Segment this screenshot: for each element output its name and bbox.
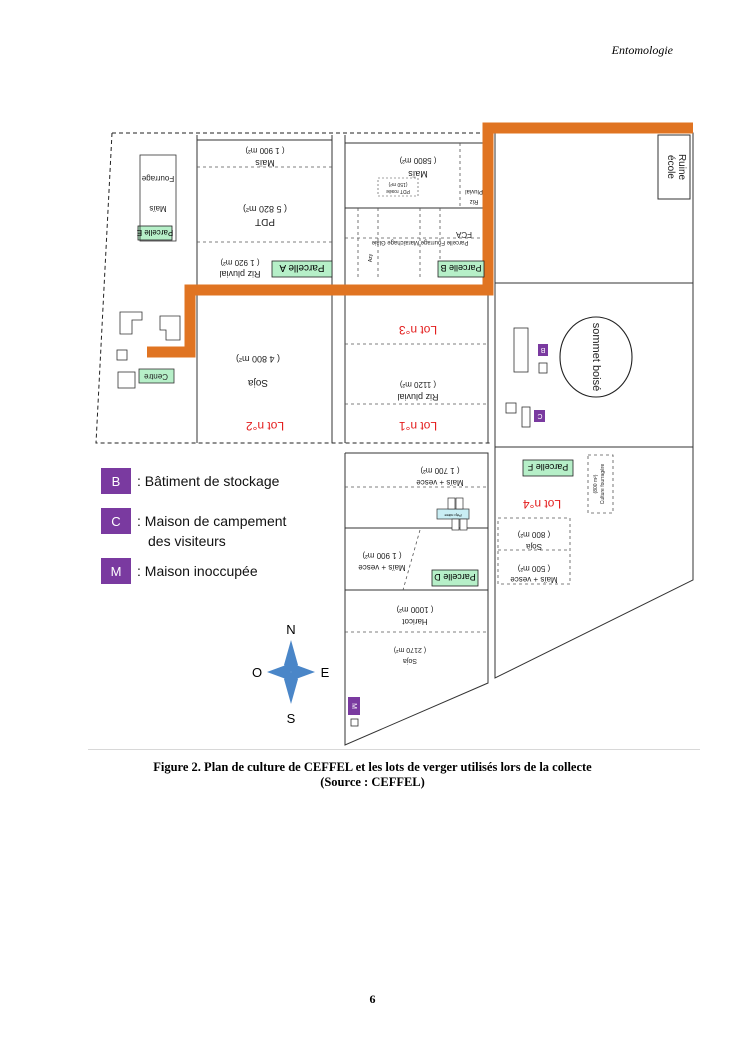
svg-text:Maïs: Maïs [255, 158, 275, 168]
svg-text:Maïs: Maïs [408, 169, 428, 179]
svg-text:( 5800 m²): ( 5800 m²) [399, 156, 437, 165]
svg-text:( 1 900 m²): ( 1 900 m²) [245, 146, 285, 155]
building-b-letter: B [540, 346, 546, 354]
legend [101, 468, 287, 584]
svg-text:Soja: Soja [402, 657, 418, 664]
centre-label: Centre [143, 371, 169, 381]
building-m [348, 697, 360, 726]
svg-text:( 500 m²): ( 500 m²) [517, 564, 551, 573]
svg-text:Culture fourragère: Culture fourragère [600, 463, 606, 505]
legend-b-letter: B [111, 474, 121, 489]
building-m-letter: M [350, 703, 358, 709]
building-c-letter: C [537, 412, 543, 420]
figure-caption: Figure 2. Plan de culture de CEFFEL et les lots de verger utilisés lors de la collecte [153, 760, 592, 774]
svg-text:(800 m²): (800 m²) [593, 474, 599, 494]
compass-s: S [286, 711, 296, 726]
svg-text:PDT rosée: PDT rosée [386, 188, 410, 194]
lot-1-label: Lot n°1 [398, 419, 438, 433]
lot-2-label: Lot n°2 [245, 419, 285, 433]
svg-text:Pluvial: Pluvial [465, 188, 483, 194]
svg-text:Riz pluvial: Riz pluvial [397, 392, 439, 402]
legend-m-text: : Maison inoccupée [137, 563, 258, 579]
parcelle-b-label: Parcelle B [440, 263, 482, 273]
svg-text:( 1000 m²): ( 1000 m²) [396, 605, 434, 614]
svg-text:( 1 920 m²): ( 1 920 m²) [220, 258, 260, 267]
compass-rose [252, 622, 330, 726]
legend-c-text-2: des visiteurs [148, 533, 226, 549]
svg-text:Pép nière: Pép nière [444, 513, 462, 518]
svg-text:( 1 900 m²): ( 1 900 m²) [362, 551, 402, 560]
svg-text:( 4 800 m²): ( 4 800 m²) [235, 354, 281, 364]
lot-3-label: Lot n°3 [398, 323, 438, 337]
pepiniere [437, 498, 469, 530]
parcelle-e-label: Parcelle E [136, 228, 174, 237]
svg-text:Riz: Riz [469, 198, 479, 204]
svg-text:Haricot: Haricot [402, 617, 428, 626]
svg-text:Maïs + vesce: Maïs + vesce [510, 575, 558, 584]
lot-4-label: Lot n°4 [522, 497, 562, 511]
svg-text:( 1 700 m²): ( 1 700 m²) [420, 466, 460, 475]
sommet-boise-label: sommet boisé [590, 322, 603, 392]
right-buildings [506, 317, 632, 427]
legend-c-letter: C [111, 514, 121, 529]
page-number: 6 [369, 992, 376, 1006]
svg-text:Ruine: Ruine [676, 153, 687, 181]
svg-text:FCA: FCA [456, 230, 472, 239]
legend-c-text: : Maison de campement [137, 513, 287, 529]
svg-text:( 1120 m²): ( 1120 m²) [399, 380, 437, 389]
legend-b-text: : Bâtiment de stockage [137, 473, 280, 489]
svg-text:Maïs + vesce: Maïs + vesce [416, 478, 464, 487]
svg-text:Riz pluvial: Riz pluvial [219, 269, 261, 279]
figure-source: (Source : CEFFEL) [320, 775, 425, 789]
compass-e: E [320, 665, 330, 680]
svg-text:Maïs + vesce: Maïs + vesce [358, 563, 406, 572]
svg-text:Fourrage: Fourrage [141, 174, 175, 183]
caption-separator [88, 749, 700, 750]
parcelle-a-label: Parcelle A [279, 262, 325, 273]
compass-n: N [286, 622, 296, 637]
legend-m-letter: M [110, 564, 122, 579]
parcelle-f-label: Parcelle F [527, 462, 569, 472]
svg-text:( 2170 m²): ( 2170 m²) [393, 646, 427, 653]
svg-text:Maïs: Maïs [149, 204, 167, 213]
svg-text:( 800 m²): ( 800 m²) [517, 530, 551, 539]
svg-text:PDT: PDT [255, 216, 275, 227]
parcelle-d-label: Parcelle D [434, 572, 476, 582]
svg-text:Soja: Soja [247, 377, 269, 388]
svg-text:( 5 820 m²): ( 5 820 m²) [242, 204, 288, 214]
svg-text:Parcelle Fourrage Maraîchage G: Parcelle Fourrage Maraîchage Glaie [371, 239, 469, 245]
journal-header: Entomologie [611, 43, 673, 57]
svg-text:Azy: Azy [368, 253, 374, 263]
svg-text:Soja: Soja [525, 542, 543, 551]
svg-text:(150 m²): (150 m²) [388, 181, 408, 187]
field-labels [141, 146, 687, 664]
svg-text:école: école [665, 155, 676, 179]
compass-o: O [251, 665, 263, 680]
